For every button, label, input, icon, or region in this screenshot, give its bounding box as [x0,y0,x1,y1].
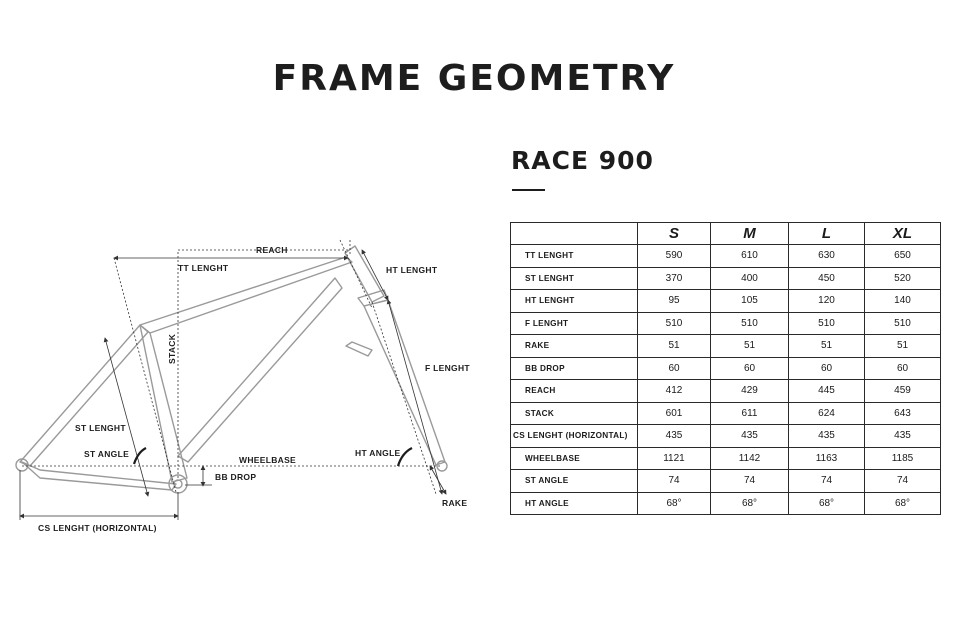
table-row [511,245,941,268]
table-row [511,470,941,493]
row-label: WHEELBASE [511,447,638,470]
table-cell: 435 [638,425,711,448]
row-label: BB DROP [511,357,638,380]
row-label: CS LENGHT (HORIZONTAL) [511,425,638,448]
table-row [511,402,941,425]
table-cell: 68° [711,492,789,515]
table-cell: 68° [789,492,865,515]
label-cs-length: CS LENGHT (HORIZONTAL) [38,523,157,533]
size-header: L [789,223,865,245]
table-cell: 459 [865,380,941,403]
table-cell: 650 [865,245,941,268]
table-cell: 74 [789,470,865,493]
table-cell: 60 [638,357,711,380]
row-label: ST LENGHT [511,267,638,290]
table-cell: 643 [865,402,941,425]
label-ht-angle: HT ANGLE [355,448,401,458]
table-cell: 624 [789,402,865,425]
table-cell: 435 [865,425,941,448]
table-body [511,245,941,515]
geometry-table [510,222,941,515]
table-cell: 60 [711,357,789,380]
table-cell: 510 [711,312,789,335]
label-rake: RAKE [442,498,468,508]
table-cell: 51 [865,335,941,358]
table-cell: 105 [711,290,789,313]
label-tt-length: TT LENGHT [178,263,229,273]
row-label: HT ANGLE [511,492,638,515]
table-cell: 435 [711,425,789,448]
table-cell: 1142 [711,447,789,470]
table-cell: 51 [711,335,789,358]
table-cell: 429 [711,380,789,403]
page-title: FRAME GEOMETRY [272,58,676,99]
label-bb-drop: BB DROP [215,472,257,482]
table-cell: 51 [789,335,865,358]
size-header: M [711,223,789,245]
table-row [511,492,941,515]
label-st-length: ST LENGHT [75,423,126,433]
row-label: STACK [511,402,638,425]
table-cell: 370 [638,267,711,290]
title-underline [512,189,545,191]
table-cell: 74 [711,470,789,493]
table-cell: 611 [711,402,789,425]
frame-diagram [0,0,500,560]
table-cell: 1185 [865,447,941,470]
size-header: XL [865,223,941,245]
table-cell: 68° [865,492,941,515]
table-row [511,380,941,403]
size-header: S [638,223,711,245]
table-cell: 60 [865,357,941,380]
label-st-angle: ST ANGLE [84,449,130,459]
row-label: F LENGHT [511,312,638,335]
table-cell: 68° [638,492,711,515]
row-label: TT LENGHT [511,245,638,268]
table-row [511,335,941,358]
table-cell: 120 [789,290,865,313]
table-cell: 510 [865,312,941,335]
model-title: RACE 900 [511,146,654,175]
table-row [511,267,941,290]
table-cell: 610 [711,245,789,268]
table-cell: 1121 [638,447,711,470]
table-cell: 60 [789,357,865,380]
table-cell: 435 [789,425,865,448]
table-cell: 412 [638,380,711,403]
table-cell: 520 [865,267,941,290]
table-cell: 74 [865,470,941,493]
row-label: HT LENGHT [511,290,638,313]
table-cell: 450 [789,267,865,290]
table-cell: 400 [711,267,789,290]
table-cell: 51 [638,335,711,358]
table-row [511,357,941,380]
table-row [511,312,941,335]
table-cell: 590 [638,245,711,268]
table-row [511,447,941,470]
header-blank [511,223,638,245]
table-header-row [511,223,941,245]
table-cell: 445 [789,380,865,403]
label-stack: STACK [167,333,177,364]
table-cell: 601 [638,402,711,425]
label-wheelbase: WHEELBASE [239,455,297,465]
table-cell: 140 [865,290,941,313]
table-row [511,425,941,448]
table-cell: 95 [638,290,711,313]
row-label: RAKE [511,335,638,358]
label-ht-length: HT LENGHT [386,265,438,275]
table-cell: 510 [789,312,865,335]
table-row [511,290,941,313]
row-label: ST ANGLE [511,470,638,493]
label-reach: REACH [256,245,288,255]
row-label: REACH [511,380,638,403]
table-cell: 74 [638,470,711,493]
label-f-length: F LENGHT [425,363,470,373]
table-cell: 1163 [789,447,865,470]
table-cell: 510 [638,312,711,335]
table-cell: 630 [789,245,865,268]
